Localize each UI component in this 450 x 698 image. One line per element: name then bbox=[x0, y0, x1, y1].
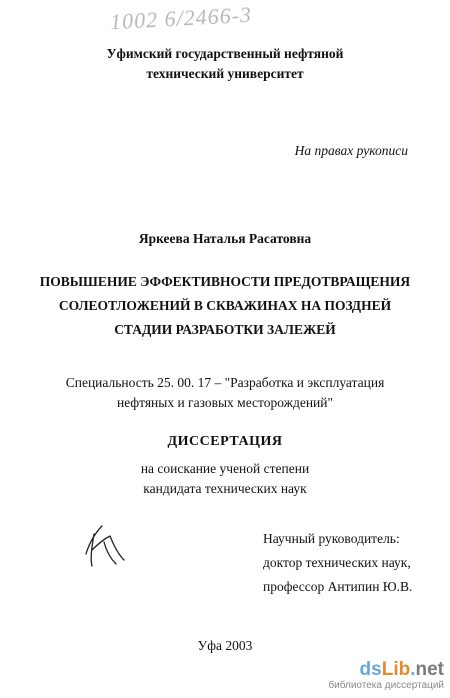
watermark-logo bbox=[324, 660, 444, 680]
title-line-2: СОЛЕОТЛОЖЕНИЙ В СКВАЖИНАХ НА ПОЗДНЕЙ bbox=[58, 298, 392, 313]
city-year: Уфа 2003 bbox=[197, 638, 253, 653]
rights-note: На правах рукописи bbox=[294, 143, 408, 158]
thesis-title bbox=[0, 270, 450, 342]
specialty-line-1: Специальность 25. 00. 17 – "Разработка и эксплуатация bbox=[65, 375, 385, 390]
watermark-dot: . bbox=[410, 659, 416, 680]
specialty bbox=[0, 373, 450, 413]
scientific-advisor bbox=[263, 527, 412, 599]
handwritten-signature bbox=[80, 520, 130, 570]
author-name: Яркеева Наталья Расатовна bbox=[138, 231, 312, 246]
advisor-line-3: профессор Антипин Ю.В. bbox=[263, 579, 413, 594]
university-name bbox=[0, 44, 450, 84]
specialty-line-2: нефтяных и газовых месторождений" bbox=[116, 395, 334, 410]
university-line-1: Уфимский государственный нефтяной bbox=[106, 46, 344, 61]
watermark-subtitle: библиотека диссертаций bbox=[328, 680, 444, 691]
dslib-watermark bbox=[324, 660, 444, 694]
degree-line-2: кандидата технических наук bbox=[143, 481, 307, 496]
dissertation-label: ДИССЕРТАЦИЯ bbox=[167, 434, 283, 449]
degree-sought bbox=[0, 459, 450, 499]
watermark-net: net bbox=[415, 659, 444, 680]
title-line-1: ПОВЫШЕНИЕ ЭФФЕКТИВНОСТИ ПРЕДОТВРАЩЕНИЯ bbox=[39, 274, 411, 289]
degree-line-1: на соискание ученой степени bbox=[140, 461, 310, 476]
university-line-2: технический университет bbox=[146, 66, 304, 81]
advisor-line-1: Научный руководитель: bbox=[263, 531, 400, 546]
advisor-line-2: доктор технических наук, bbox=[263, 555, 411, 570]
watermark-lib: Lib bbox=[381, 659, 411, 680]
archive-stamp: 1002 6/2466-3 bbox=[109, 1, 253, 35]
title-line-3: СТАДИИ РАЗРАБОТКИ ЗАЛЕЖЕЙ bbox=[114, 322, 336, 337]
watermark-ds: ds bbox=[359, 659, 382, 680]
